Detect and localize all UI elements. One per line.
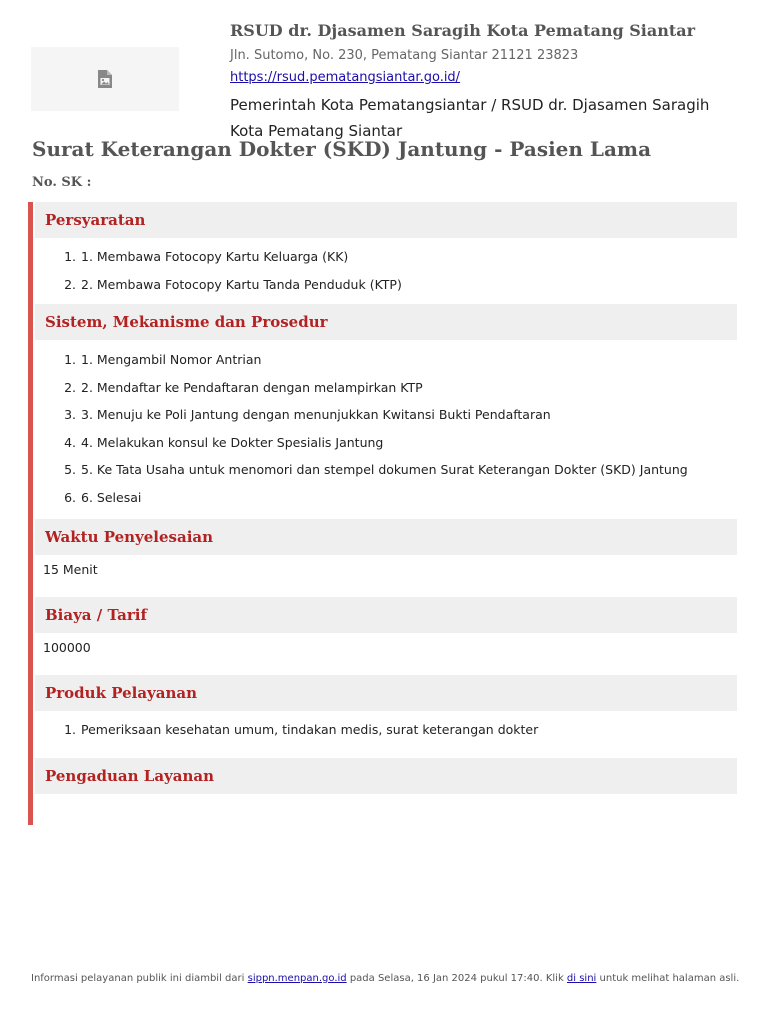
- list-item: 1. 1. Mengambil Nomor Antrian: [64, 352, 262, 367]
- list-item-text: 3. Menuju ke Poli Jantung dengan menunjukkan Kwitansi Bukti Pendaftaran: [81, 407, 551, 422]
- prosedur-list: [33, 340, 737, 516]
- list-item-text: 2. Membawa Fotocopy Kartu Tanda Penduduk (KTP): [81, 276, 402, 292]
- list-item-text: 2. Mendaftar ke Pendaftaran dengan melampirkan KTP: [81, 379, 423, 395]
- section-heading-prosedur: Sistem, Mekanisme dan Prosedur: [35, 304, 737, 340]
- website-link[interactable]: https://rsud.pematangsiantar.go.id/: [230, 70, 461, 85]
- section-heading-waktu: Waktu Penyelesaian: [35, 519, 737, 555]
- sk-number-label: No. SK :: [32, 175, 92, 190]
- page-title: Surat Keterangan Dokter (SKD) Jantung - Pasien Lama: [32, 137, 652, 161]
- list-item-text: 1. Membawa Fotocopy Kartu Keluarga (KK): [81, 249, 349, 264]
- footer-note: [31, 973, 739, 984]
- header-info: [230, 20, 745, 144]
- source-link[interactable]: sippn.menpan.go.id: [247, 973, 347, 984]
- footer-middle: pada Selasa, 16 Jan 2024 pukul 17:40. Klik: [349, 973, 564, 984]
- list-item-text: Pemeriksaan kesehatan umum, tindakan medis, surat keterangan dokter: [81, 722, 539, 737]
- produk-list: [33, 711, 737, 758]
- section-heading-produk: Produk Pelayanan: [35, 675, 737, 711]
- list-item-text: 6. Selesai: [81, 489, 142, 505]
- list-item: 1. 1. Membawa Fotocopy Kartu Keluarga (KK): [64, 249, 349, 264]
- section-heading-persyaratan: Persyaratan: [35, 202, 737, 238]
- list-item: 2. 2. Membawa Fotocopy Kartu Tanda Penduduk (KTP): [64, 276, 402, 292]
- section-heading-pengaduan: Pengaduan Layanan: [35, 758, 737, 794]
- list-item-text: 5. Ke Tata Usaha untuk menomori dan stempel dokumen Surat Keterangan Dokter (SKD) Jantung: [81, 462, 688, 477]
- list-item: 5. 5. Ke Tata Usaha untuk menomori dan stempel dokumen Surat Keterangan Dokter (SKD) Jantung: [64, 462, 688, 477]
- list-item-text: 4. Melakukan konsul ke Dokter Spesialis Jantung: [81, 434, 384, 450]
- logo-placeholder: [31, 47, 179, 111]
- footer-prefix: Informasi pelayanan publik ini diambil dari: [31, 973, 245, 984]
- list-item: 4. 4. Melakukan konsul ke Dokter Spesialis Jantung: [64, 434, 384, 450]
- list-item: 2. 2. Mendaftar ke Pendaftaran dengan melampirkan KTP: [64, 379, 423, 395]
- persyaratan-list: [33, 238, 737, 303]
- org-name: RSUD dr. Djasamen Saragih Kota Pematang Siantar: [230, 21, 696, 40]
- parent-org: Pemerintah Kota Pematangsiantar / RSUD dr. Djasamen Saragih Kota Pematang Siantar: [230, 96, 710, 140]
- waktu-value: 15 Menit: [43, 562, 98, 577]
- list-item: 1. Pemeriksaan kesehatan umum, tindakan medis, surat keterangan dokter: [64, 722, 539, 737]
- org-address: Jln. Sutomo, No. 230, Pematang Siantar 21121 23823: [230, 48, 579, 63]
- image-placeholder-icon: [97, 69, 113, 89]
- section-heading-biaya: Biaya / Tarif: [35, 597, 737, 633]
- list-item: 3. 3. Menuju ke Poli Jantung dengan menunjukkan Kwitansi Bukti Pendaftaran: [64, 407, 551, 422]
- footer-suffix: untuk melihat halaman asli.: [599, 973, 740, 984]
- list-item: 6. 6. Selesai: [64, 489, 142, 505]
- biaya-value: 100000: [43, 640, 91, 655]
- service-content: [28, 202, 737, 825]
- list-item-text: 1. Mengambil Nomor Antrian: [81, 352, 262, 367]
- original-page-link[interactable]: di sini: [566, 973, 597, 984]
